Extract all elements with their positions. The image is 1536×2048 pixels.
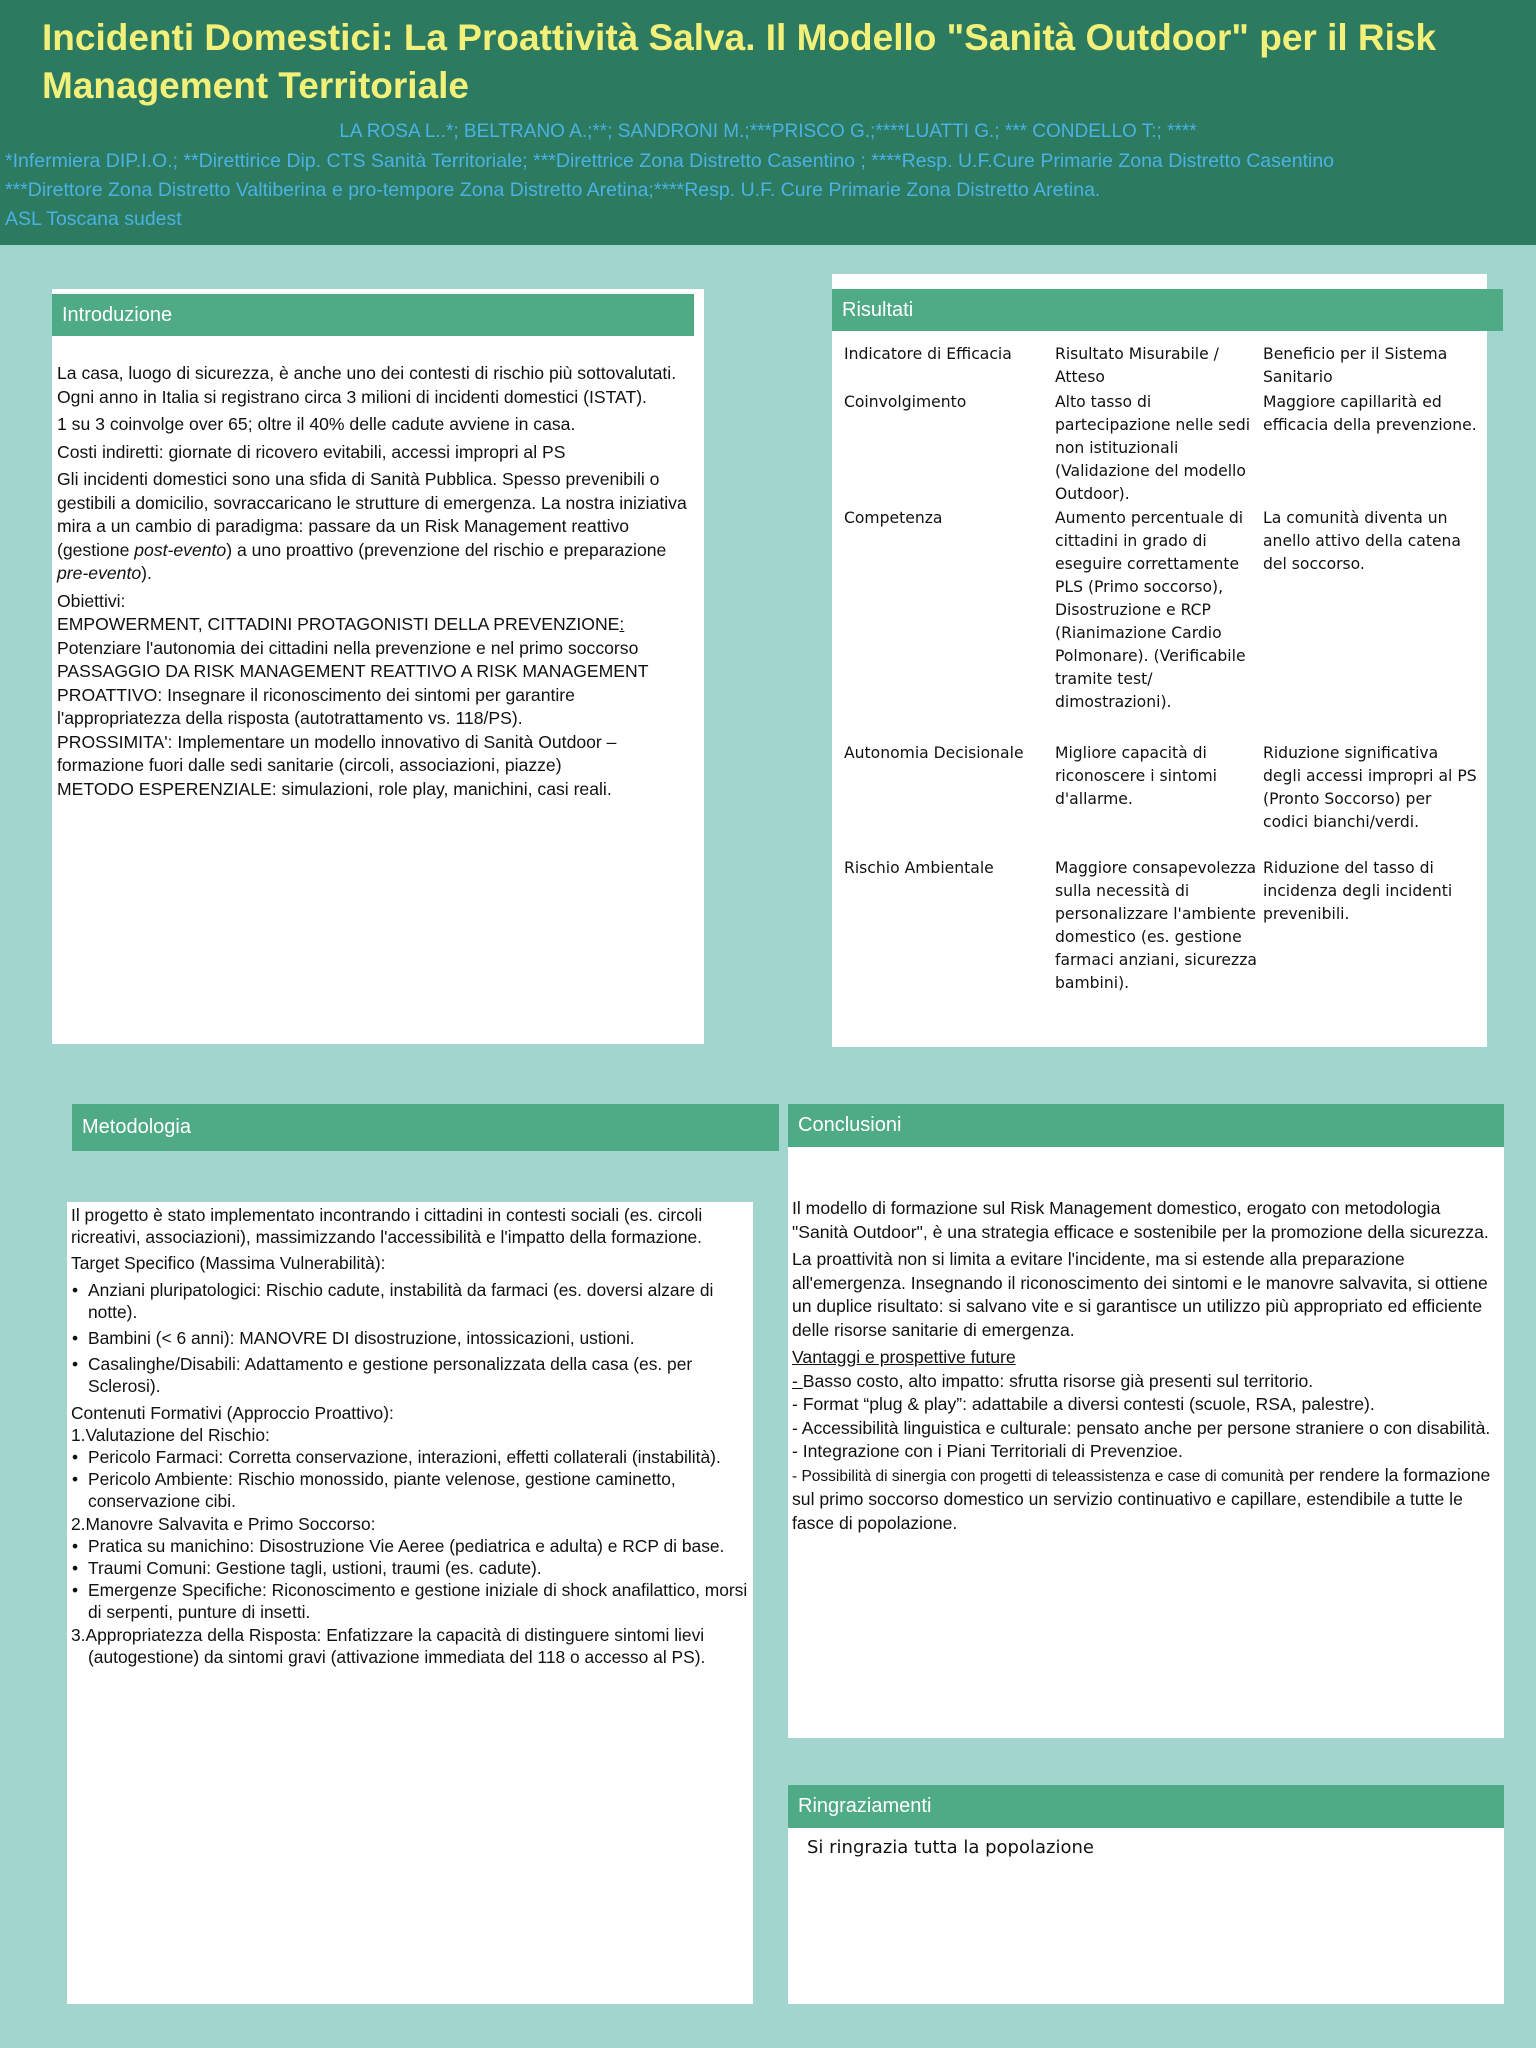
results-row <box>844 506 1484 714</box>
step-1: 1.Valutazione del Rischio: <box>71 1424 270 1445</box>
results-cell: Rischio Ambientale <box>844 859 994 877</box>
affiliation-line-1: *Infermiera DIP.I.O.; **Direttirice Dip. CTS Sanità Territoriale; ***Direttrice Zona Distretto Casentino ; ****Resp. U.F.Cure Primarie Zona Distretto Casentino <box>5 150 1335 172</box>
conclusions-p1: Il modello di formazione sul Risk Management domestico, erogato con metodologia "Sanità Outdoor", è una strategia efficace e sostenibile per la promozione della sicurezza. <box>792 1198 1489 1242</box>
conclusions-p2: La proattività non si limita a evitare l'incidente, ma si estende alla preparazione all'emergenza. Insegnando il riconoscimento dei sintomi e le manovre salvavita, si ottiene un duplice risultato: si salvano vite e si garantisce un utilizzo più appropriato ed efficiente delle risorse sanitarie di emergenza. <box>792 1249 1488 1340</box>
advantage-1-dash: - <box>792 1370 803 1391</box>
intro-text <box>57 362 701 801</box>
advantage-1-text: Basso costo, alto impatto: sfrutta risorse già presenti sul territorio. <box>802 1370 1314 1391</box>
step-1-list <box>71 1446 753 1513</box>
objective-1-text: EMPOWERMENT, CITTADINI PROTAGONISTI DELLA PREVENZIONE <box>57 614 620 634</box>
intro-paragraph: La casa, luogo di sicurezza, è anche uno dei contesti di rischio più sottovalutati. Ogni anno in Italia si registrano circa 3 milioni di incidenti domestici (ISTAT). <box>57 363 677 407</box>
list-item: • Pericolo Farmaci: Corretta conservazione, interazioni, effetti collaterali (instabilità). <box>88 1446 753 1468</box>
list-item: • Anziani pluripatologici: Rischio cadute, instabilità da farmaci (es. doversi alzare di notte). <box>88 1279 753 1323</box>
intro-paradigm-text-2: ) a uno proattivo (prevenzione del rischio e preparazione <box>226 539 667 560</box>
results-heading: Risultati <box>832 289 1503 331</box>
target-label: Target Specifico (Massima Vulnerabilità): <box>71 1253 386 1274</box>
objective-2: Potenziare l'autonomia dei cittadini nella prevenzione e nel primo soccorso <box>57 637 639 658</box>
conclusions-text <box>792 1197 1498 1535</box>
thanks-heading: Ringraziamenti <box>788 1785 1504 1828</box>
advantages-label <box>792 1346 1498 1370</box>
results-cell: Competenza <box>844 509 943 527</box>
content-label: Contenuti Formativi (Approccio Proattivo): <box>71 1402 394 1423</box>
results-cell: Maggiore capillarità ed efficacia della prevenzione. <box>1263 393 1477 434</box>
list-item: • Emergenze Specifiche: Riconoscimento e gestione iniziale di shock anafilattico, morsi di serpenti, punture di insetti. <box>88 1579 753 1623</box>
results-cell: Maggiore consapevolezza sulla necessità di personalizzare l'ambiente domestico (es. gestione farmaci anziani, sicurezza bambini). <box>1055 859 1257 992</box>
advantage-5-text-2: per rendere la formazione sul primo soccorso domestico un servizio continuativo e capillare, estendibile a tutte le fasce di popolazione. <box>792 1464 1491 1533</box>
step-3: 3.Appropriatezza della Risposta: Enfatizzare la capacità di distinguere sintomi lievi (autogestione) da sintomi gravi (attivazione immediata del 118 o accesso al PS). <box>71 1624 706 1667</box>
objective-4: PROSSIMITA': Implementare un modello innovativo di Sanità Outdoor – formazione fuori dalle sedi sanitarie (circoli, associazioni, piazze) <box>57 731 617 775</box>
results-col-header: Indicatore di Efficacia <box>844 345 1012 363</box>
results-row <box>844 834 1484 995</box>
results-cell: Riduzione del tasso di incidenza degli incidenti prevenibili. <box>1263 859 1453 923</box>
step-2-list <box>71 1535 753 1624</box>
objective-5: METODO ESPERENZIALE: simulazioni, role play, manichini, casi reali. <box>57 778 612 799</box>
intro-post-evento: post-evento <box>134 539 227 560</box>
advantage-1 <box>792 1370 1498 1394</box>
poster-header <box>0 0 1536 245</box>
results-row <box>844 389 1484 506</box>
list-item: • Traumi Comuni: Gestione tagli, ustioni, traumi (es. cadute). <box>88 1557 753 1579</box>
affiliation-line-2: ***Direttore Zona Distretto Valtiberina e pro-tempore Zona Distretto Aretina;****Resp. U.F. Cure Primarie Zona Distretto Aretina. <box>5 179 1101 201</box>
results-cell: Autonomia Decisionale <box>844 744 1024 762</box>
results-cell: Riduzione significativa degli accessi impropri al PS (Pronto Soccorso) per codici bianchi/verdi. <box>1263 744 1477 831</box>
poster-title: Incidenti Domestici: La Proattività Salva. Il Modello "Sanità Outdoor" per il Risk Management Territoriale <box>42 17 1437 106</box>
method-text <box>71 1204 753 1668</box>
results-cell: Coinvolgimento <box>844 393 967 411</box>
intro-pre-evento: pre-evento <box>57 563 142 583</box>
advantage-2: - Format “plug & play”: adattabile a diversi contesti (scuole, RSA, palestre). <box>792 1394 1375 1414</box>
intro-heading: Introduzione <box>52 294 694 336</box>
objective-1-colon: : <box>619 614 625 634</box>
authors: LA ROSA L..*; BELTRANO A.;**; SANDRONI M.;***PRISCO G.;****LUATTI G.; *** CONDELLO T:; **** <box>339 121 1197 142</box>
target-list <box>71 1279 753 1398</box>
results-cell: Migliore capacità di riconoscere i sintomi d'allarme. <box>1055 744 1217 808</box>
list-item: • Pratica su manichino: Disostruzione Vie Aeree (pediatrica e adulta) e RCP di base. <box>88 1535 753 1557</box>
results-cell: La comunità diventa un anello attivo della catena del soccorso. <box>1263 509 1461 573</box>
results-header-row <box>844 343 1484 389</box>
thanks-text: Si ringrazia tutta la popolazione <box>807 1837 1094 1858</box>
objective-1 <box>57 613 701 637</box>
objective-3: PASSAGGIO DA RISK MANAGEMENT REATTIVO A RISK MANAGEMENT PROATTIVO: Insegnare il riconoscimento dei sintomi per garantire l'appropriatezza della risposta (autotrattamento vs. 118/PS). <box>57 661 649 728</box>
conclusions-heading: Conclusioni <box>788 1104 1504 1147</box>
results-cell: Alto tasso di partecipazione nelle sedi non istituzionali (Validazione del modello Outdoor). <box>1055 393 1251 503</box>
intro-costs: Costi indiretti: giornate di ricovero evitabili, accessi impropri al PS <box>57 441 566 462</box>
objectives-label: Obiettivi: <box>57 590 126 611</box>
list-item: • Bambini (< 6 anni): MANOVRE DI disostruzione, intossicazioni, ustioni. <box>88 1327 753 1349</box>
intro-paradigm <box>57 468 701 586</box>
intro-statistic: 1 su 3 coinvolge over 65; oltre il 40% delle cadute avviene in casa. <box>57 414 576 434</box>
results-col-header: Beneficio per il Sistema Sanitario <box>1263 345 1448 386</box>
results-row <box>844 714 1484 834</box>
list-item: • Pericolo Ambiente: Rischio monossido, piante velenose, gestione caminetto, conservazione cibi. <box>88 1468 753 1512</box>
list-item: • Casalinghe/Disabili: Adattamento e gestione personalizzata della casa (es. per Sclerosi). <box>88 1353 753 1397</box>
advantage-5 <box>792 1464 1498 1536</box>
advantage-3: - Accessibilità linguistica e culturale: pensato anche per persone straniere o con disabilità. <box>792 1417 1491 1438</box>
results-col-header: Risultato Misurabile / Atteso <box>1055 345 1219 386</box>
step-2: 2.Manovre Salvavita e Primo Soccorso: <box>71 1513 376 1534</box>
advantage-4: - Integrazione con i Piani Territoriali di Prevenzioe. <box>792 1441 1183 1461</box>
method-intro: Il progetto è stato implementato incontrando i cittadini in contesti sociali (es. circoli ricreativi, associazioni), massimizzando l'accessibilità e l'impatto della formazione. <box>71 1205 703 1248</box>
results-table <box>844 343 1484 995</box>
advantage-5-text: - Possibilità di sinergia con progetti di teleassistenza e case di comunità <box>792 1467 1284 1485</box>
intro-paradigm-end: ). <box>141 563 152 583</box>
method-heading: Metodologia <box>72 1104 779 1151</box>
affiliation-line-3: ASL Toscana sudest <box>5 208 182 230</box>
advantages-label-text: Vantaggi e prospettive future <box>792 1347 1016 1367</box>
intro-paradigm-text: Gli incidenti domestici sono una sfida di Sanità Pubblica. Spesso prevenibili o gestibili a domicilio, sovraccaricano le strutture di emergenza. La nostra iniziativa mira a un cambio di paradigma: passare da un Risk Management reattivo (gestione <box>57 469 687 560</box>
results-cell: Aumento percentuale di cittadini in grado di eseguire correttamente PLS (Primo soccorso), Disostruzione e RCP (Rianimazione Cardio Polmonare). (Verificabile tramite test/ dimostrazioni). <box>1055 509 1246 711</box>
